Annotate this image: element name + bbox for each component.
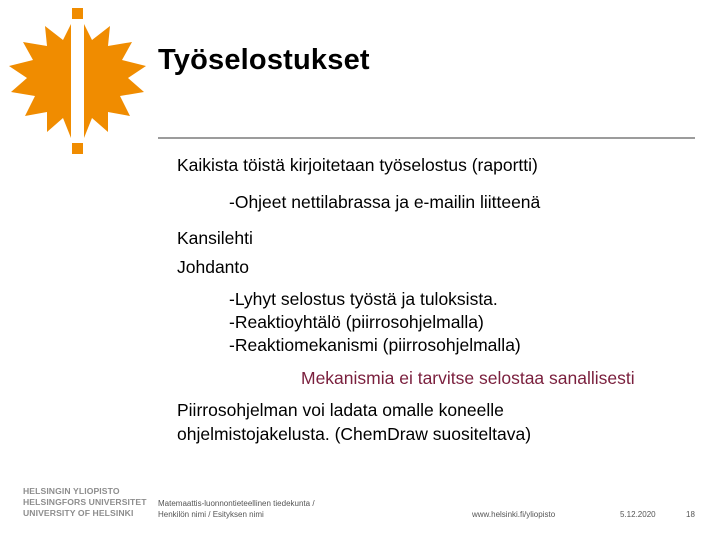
content-line-10: ohjelmistojakelusta. (ChemDraw suositeltava) bbox=[177, 424, 532, 444]
content-note: Mekanismia ei tarvitse selostaa sanallisesti bbox=[301, 368, 635, 388]
content-line-1: Kaikista töistä kirjoitetaan työselostus (raportti) bbox=[177, 155, 538, 175]
footer-page-number: 18 bbox=[686, 510, 695, 519]
content-line-2: -Ohjeet nettilabrassa ja e-mailin liitteenä bbox=[229, 192, 541, 212]
slide-title: Työselostukset bbox=[158, 44, 370, 76]
university-wordmark bbox=[23, 486, 147, 519]
content-line-5: -Lyhyt selostus työstä ja tuloksista. bbox=[229, 289, 498, 309]
wordmark-line-2: HELSINGFORS UNIVERSITET bbox=[23, 497, 147, 507]
university-flame-logo bbox=[6, 4, 152, 154]
wordmark-line-1: HELSINGIN YLIOPISTO bbox=[23, 486, 120, 496]
content-line-4: Johdanto bbox=[177, 257, 250, 277]
content-line-3: Kansilehti bbox=[177, 228, 253, 248]
title-divider bbox=[158, 137, 695, 139]
footer-date: 5.12.2020 bbox=[620, 510, 656, 519]
content-line-7: -Reaktiomekanismi (piirrosohjelmalla) bbox=[229, 335, 521, 355]
footer-url[interactable]: www.helsinki.fi/yliopisto bbox=[472, 510, 556, 519]
content-line-9: Piirrosohjelman voi ladata omalle koneelle bbox=[177, 400, 504, 420]
footer-author: Henkilön nimi / Esityksen nimi bbox=[158, 510, 264, 519]
content-line-6: -Reaktioyhtälö (piirrosohjelmalla) bbox=[229, 312, 484, 332]
wordmark-line-3: UNIVERSITY OF HELSINKI bbox=[23, 508, 134, 518]
footer-faculty: Matemaattis-luonnontieteellinen tiedekunta / bbox=[158, 499, 315, 508]
